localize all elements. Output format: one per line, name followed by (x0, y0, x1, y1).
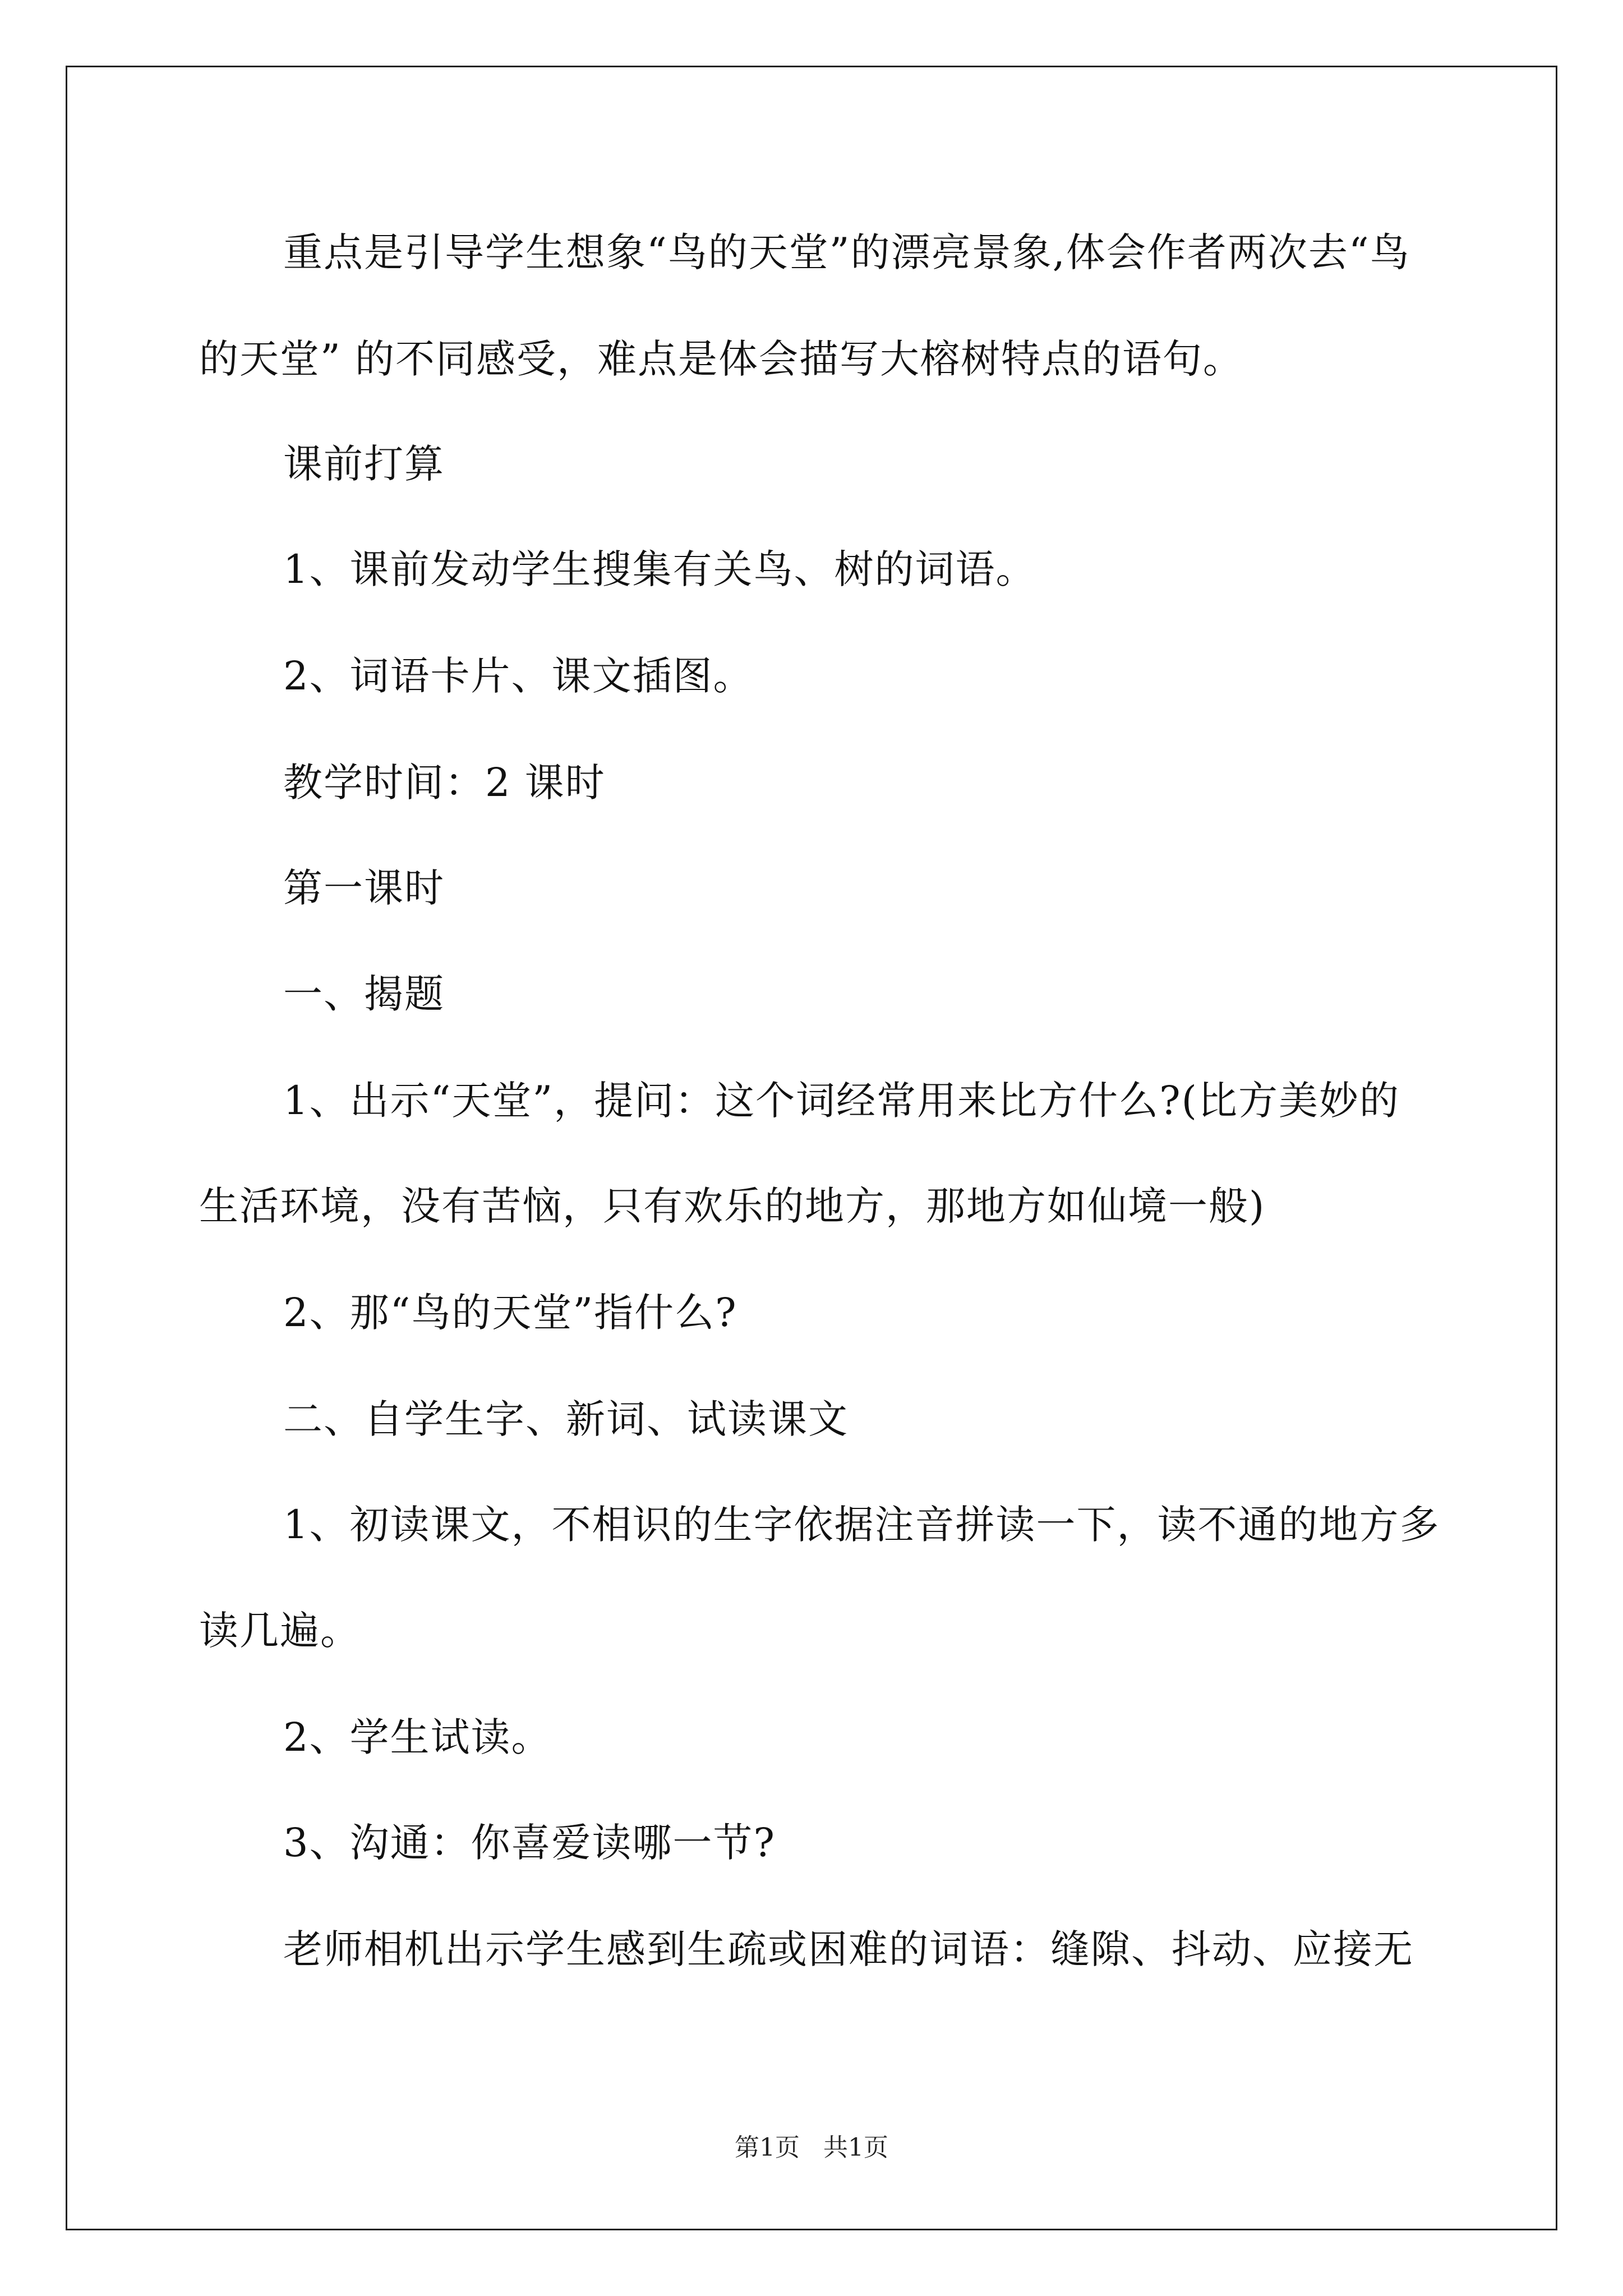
paragraph-line: 读几遍。 (199, 1608, 361, 1654)
paragraph-line: 老师相机出示学生感到生疏或困难的词语：缝隙、抖动、应接无 (283, 1926, 1414, 1972)
list-item: 2、词语卡片、课文插图。 (283, 653, 754, 699)
section-heading: 第一课时 (283, 865, 445, 911)
page-footer (0, 2127, 1623, 2163)
list-item: 2、学生试读。 (283, 1714, 552, 1760)
paragraph-line: 生活环境，没有苦恼，只有欢乐的地方，那地方如仙境一般) (199, 1183, 1266, 1229)
list-item: 1、出示“天堂”，提问：这个词经常用来比方什么?(比方美妙的 (283, 1078, 1400, 1124)
paragraph-line: 重点是引导学生想象“鸟的天堂”的漂亮景象,体会作者两次去“鸟 (283, 229, 1410, 275)
list-item: 1、初读课文，不相识的生字依据注音拼读一下，读不通的地方多 (283, 1502, 1440, 1548)
page-number: 第1页 (735, 2133, 800, 2162)
section-heading: 课前打算 (283, 441, 445, 487)
list-item: 3、沟通：你喜爱读哪一节? (283, 1820, 776, 1866)
section-heading: 一、揭题 (283, 971, 445, 1017)
section-heading: 二、自学生字、新词、试读课文 (283, 1396, 849, 1442)
page-border (66, 66, 1557, 2230)
paragraph-line: 教学时间：2 课时 (283, 760, 606, 806)
list-item: 2、那“鸟的天堂”指什么? (283, 1290, 737, 1336)
page-total: 共1页 (823, 2133, 888, 2162)
list-item: 1、课前发动学生搜集有关鸟、树的词语。 (283, 546, 1036, 592)
paragraph-line: 的天堂” 的不同感受，难点是体会描写大榕树特点的语句。 (199, 336, 1244, 382)
